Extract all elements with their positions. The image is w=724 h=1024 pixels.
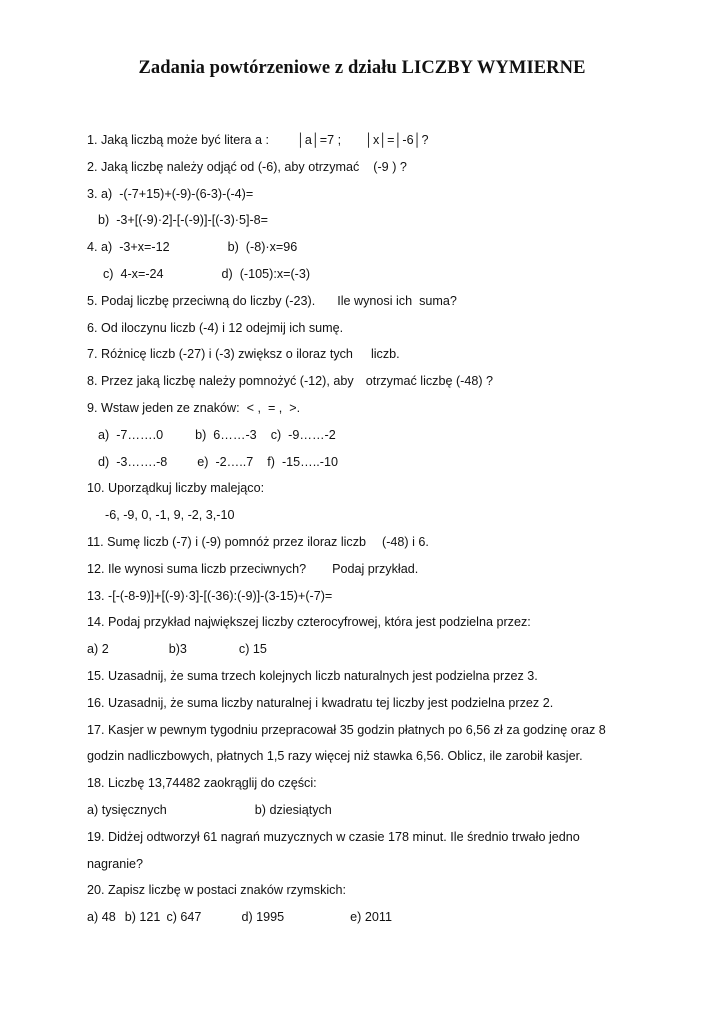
task-text: a) tysięcznych [87,802,167,817]
task-text: 3. a) -(-7+15)+(-9)-(6-3)-(-4)= [87,186,254,201]
task-13 [87,583,647,610]
task-text: a) 48 [87,910,116,925]
task-text: 11. Sumę liczb (-7) i (-9) pomnóż przez iloraz liczb [87,534,367,549]
task-text: 17. Kasjer w pewnym tygodniu przepracował 35 godzin płatnych po 6,56 zł za godzinę oraz 8 [87,722,606,737]
task-text: 8. Przez jaką liczbę należy pomnożyć (-12), aby [87,374,354,389]
task-12 [87,556,647,583]
task-text: b) 121 [124,910,161,925]
task-15 [87,663,647,690]
task-text: 1. Jaką liczbą może być litera a : [87,133,269,147]
task-9 [87,395,647,422]
task-text: 2. Jaką liczbę należy odjąć od (-6), aby otrzymać [87,159,360,174]
task-18-options [87,797,647,824]
task-text: 18. Liczbę 13,74482 zaokrąglij do części: [87,776,317,791]
task-text: otrzymać liczbę (-48) ? [365,374,494,389]
task-list [87,127,647,931]
task-4-row2 [87,261,647,288]
task-text: 6. Od iloczynu liczb (-4) i 12 odejmij ich sumę. [87,320,344,335]
task-text: 15. Uzasadnij, że suma trzech kolejnych liczb naturalnych jest podzielna przez 3. [87,668,538,683]
page-title: Zadania powtórzeniowe z działu LICZBY WYMIERNE [138,58,586,78]
task-17-line1 [87,717,647,744]
task-text: c) 4-x=-24 [103,266,164,281]
task-text: 5. Podaj liczbę przeciwną do liczby (-23). [87,293,316,308]
task-text: d) 1995 [241,910,285,925]
task-text: b)3 [168,642,187,657]
task-16 [87,690,647,717]
task-9-row2 [87,449,647,476]
task-text: godzin nadliczbowych, płatnych 1,5 razy więcej niż stawka 6,56. Oblicz, ile zarobił kasjer. [87,749,583,764]
task-10 [87,475,647,502]
task-text: a) 2 [87,642,109,657]
task-7 [87,341,647,368]
task-text: b) -3+[(-9)·2]-[-(-9)]-[(-3)·5]-8= [98,213,269,228]
task-text: 12. Ile wynosi suma liczb przeciwnych? [87,561,307,576]
task-14-options [87,636,647,663]
task-text: 9. Wstaw jeden ze znaków: < , = , >. [87,400,301,415]
task-3b [87,207,647,234]
task-20-options [87,904,647,931]
task-19-line2 [87,851,647,878]
task-text: -6, -9, 0, -1, 9, -2, 3,-10 [105,508,235,523]
task-text: b) 6……-3 [195,427,257,442]
task-17-line2 [87,743,647,770]
task-9-row1 [87,422,647,449]
task-text: a) -7…….0 [98,427,164,442]
task-text: d) -3…….-8 [98,454,168,469]
task-text: b) (-8)·x=96 [227,240,298,255]
task-5 [87,288,647,315]
task-text: d) (-105):x=(-3) [221,266,311,281]
task-14 [87,609,647,636]
task-text: e) 2011 [350,910,392,925]
task-text: b) dziesiątych [254,802,332,817]
task-text: 10. Uporządkuj liczby malejąco: [87,481,265,496]
task-text: c) -9……-2 [270,427,336,442]
task-text: c) 647 [166,910,202,925]
task-11 [87,529,647,556]
task-20 [87,877,647,904]
task-text: f) -15…..-10 [267,454,338,469]
task-text: (-9 ) ? [373,159,407,174]
task-8 [87,368,647,395]
task-text: c) 15 [238,642,267,657]
task-text: (-48) i 6. [382,534,429,549]
task-4-row1 [87,234,647,261]
task-text: 13. -[-(-8-9)]+[(-9)·3]-[(-36):(-9)]-(3-15)+(-7)= [87,588,333,603]
task-19-line1 [87,824,647,851]
task-18 [87,770,647,797]
task-text: 14. Podaj przykład największej liczby czterocyfrowej, która jest podzielna przez: [87,615,531,630]
task-text: Ile wynosi ich suma? [337,293,457,308]
task-text: e) -2…..7 [197,454,254,469]
task-text: liczb. [370,347,400,362]
task-text: nagranie? [87,856,144,871]
task-text: │a│=7 ; [297,133,342,147]
task-text: 16. Uzasadnij, że suma liczby naturalnej i kwadratu tej liczby jest podzielna przez 2. [87,695,554,710]
task-10-list [87,502,647,529]
task-text: 7. Różnicę liczb (-27) i (-3) zwiększ o iloraz tych [87,347,353,362]
task-1 [87,127,647,154]
task-3a [87,181,647,208]
task-text: Podaj przykład. [332,561,419,576]
task-text: 20. Zapisz liczbę w postaci znaków rzymskich: [87,883,346,898]
task-6 [87,315,647,342]
task-text: │x│=│-6│? [365,133,429,147]
task-text: 4. a) -3+x=-12 [87,240,170,255]
task-2 [87,154,647,181]
task-text: 19. Didżej odtworzył 61 nagrań muzycznych w czasie 178 minut. Ile średnio trwało jedno [87,829,580,844]
